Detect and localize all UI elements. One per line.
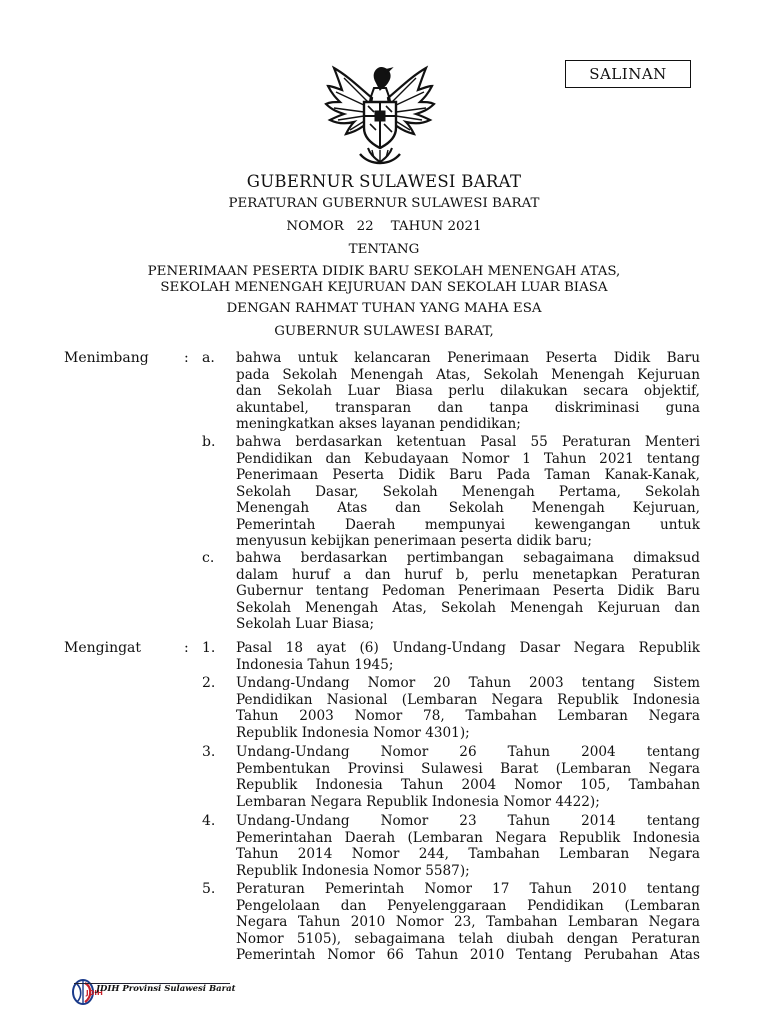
garuda-emblem <box>320 58 440 178</box>
mengingat-item-2 <box>236 675 700 741</box>
mengingat-marker-3: 3. <box>202 744 216 760</box>
text-line: Pemerintah Nomor 66 Tahun 2010 Tentang Perubahan Atas <box>236 947 700 963</box>
mengingat-label: Mengingat <box>64 640 142 656</box>
text-line: Republik Indonesia Tahun 2004 Nomor 105, Tambahan <box>236 777 700 793</box>
about-label: TENTANG <box>348 242 420 257</box>
text-line: bahwa berdasarkan pertimbangan sebagaimana dimaksud <box>236 550 700 566</box>
invocation: DENGAN RAHMAT TUHAN YANG MAHA ESA <box>226 301 542 316</box>
mengingat-marker-5: 5. <box>202 881 216 897</box>
mengingat-marker-4: 4. <box>202 813 216 829</box>
regulation-type: PERATURAN GUBERNUR SULAWESI BARAT <box>228 196 540 211</box>
menimbang-colon: : <box>184 350 189 366</box>
text-line: Undang-Undang Nomor 23 Tahun 2014 tentang <box>236 813 700 829</box>
text-line: Peraturan Pemerintah Nomor 17 Tahun 2010 tentang <box>236 881 700 897</box>
text-line: Pendidikan Nasional (Lembaran Negara Republik Indonesia <box>236 691 700 708</box>
text-line: Pengelolaan dan Penyelenggaraan Pendidikan (Lembaran <box>236 897 700 914</box>
text-line: Undang-Undang Nomor 26 Tahun 2004 tentang <box>236 744 700 760</box>
menimbang-marker-c: c. <box>202 550 215 566</box>
menimbang-item-a <box>236 350 700 433</box>
menimbang-marker-b: b. <box>202 434 216 450</box>
text-line: Tahun 2003 Nomor 78, Tambahan Lembaran Negara <box>236 708 700 724</box>
text-line: dalam huruf a dan huruf b, perlu menetapkan Peraturan <box>236 566 700 583</box>
text-line: Penerimaan Peserta Didik Baru Pada Taman Kanak-Kanak, <box>236 467 700 483</box>
salinan-stamp: SALINAN <box>565 60 691 88</box>
text-line: Indonesia Tahun 1945; <box>236 656 394 673</box>
text-line: Undang-Undang Nomor 20 Tahun 2003 tentang Sistem <box>236 675 700 691</box>
regulation-number: NOMOR 22 TAHUN 2021 <box>286 219 482 234</box>
mengingat-item-3 <box>236 744 700 810</box>
mengingat-marker-1: 1. <box>202 640 216 656</box>
jdih-logo-text: JDIH <box>86 989 103 997</box>
text-line: bahwa berdasarkan ketentuan Pasal 55 Peraturan Menteri <box>236 434 700 450</box>
text-line: pada Sekolah Menengah Atas, Sekolah Menengah Kejuruan <box>236 366 700 383</box>
jdih-logo-icon <box>70 975 103 1009</box>
text-line: Menengah Atas dan Sekolah Menengah Kejuruan, <box>236 500 700 516</box>
text-line: Pembentukan Provinsi Sulawesi Barat (Lembaran Negara <box>236 760 700 777</box>
text-line: akuntabel, transparan dan tanpa diskriminasi guna <box>236 399 700 416</box>
text-line: Tahun 2014 Nomor 244, Tambahan Lembaran Negara <box>236 846 700 862</box>
text-line: dan Sekolah Luar Biasa perlu dilakukan secara objektif, <box>236 383 700 399</box>
mengingat-colon: : <box>184 640 189 656</box>
text-line: Lembaran Negara Republik Indonesia Nomor 4422); <box>236 793 600 810</box>
mengingat-marker-2: 2. <box>202 675 216 691</box>
text-line: Pemerintahan Daerah (Lembaran Negara Republik Indonesia <box>236 829 700 846</box>
text-line: Pasal 18 ayat (6) Undang-Undang Dasar Negara Republik <box>236 640 700 656</box>
text-line: Sekolah Luar Biasa; <box>236 616 375 632</box>
text-line: Pendidikan dan Kebudayaan Nomor 1 Tahun 2021 tentang <box>236 450 700 467</box>
menimbang-item-b <box>236 434 700 550</box>
footer-caption: JDIH Provinsi Sulawesi Barat <box>96 984 236 994</box>
text-line: Negara Tahun 2010 Nomor 23, Tambahan Lembaran Negara <box>236 914 700 930</box>
mengingat-item-5 <box>236 881 700 964</box>
text-line: bahwa untuk kelancaran Penerimaan Peserta Didik Baru <box>236 350 700 366</box>
text-line: Gubernur tentang Pedoman Penerimaan Peserta Didik Baru <box>236 583 700 599</box>
mengingat-item-1 <box>236 640 700 673</box>
text-line: Sekolah Dasar, Sekolah Menengah Pertama, Sekolah <box>236 483 700 500</box>
text-line: Sekolah Menengah Atas, Sekolah Menengah Kejuruan dan <box>236 599 700 616</box>
text-line: Republik Indonesia Nomor 4301); <box>236 724 470 741</box>
text-line: Republik Indonesia Nomor 5587); <box>236 862 470 879</box>
menimbang-label: Menimbang <box>64 350 149 366</box>
text-line: menyusun kebijkan penerimaan peserta didik baru; <box>236 533 592 549</box>
subject-line-1: PENERIMAAN PESERTA DIDIK BARU SEKOLAH MENENGAH ATAS, <box>147 264 621 279</box>
text-line: Pemerintah Daerah mempunyai kewengangan untuk <box>236 516 700 533</box>
text-line: meningkatkan akses layanan pendidikan; <box>236 416 521 432</box>
mengingat-item-4 <box>236 813 700 879</box>
authority-title: GUBERNUR SULAWESI BARAT <box>246 172 522 191</box>
menimbang-marker-a: a. <box>202 350 215 366</box>
text-line: Nomor 5105), sebagaimana telah diubah dengan Peraturan <box>236 930 700 947</box>
issuer: GUBERNUR SULAWESI BARAT, <box>274 324 494 339</box>
subject-line-2: SEKOLAH MENENGAH KEJURUAN DAN SEKOLAH LUAR BIASA <box>160 280 608 295</box>
menimbang-item-c <box>236 550 700 633</box>
